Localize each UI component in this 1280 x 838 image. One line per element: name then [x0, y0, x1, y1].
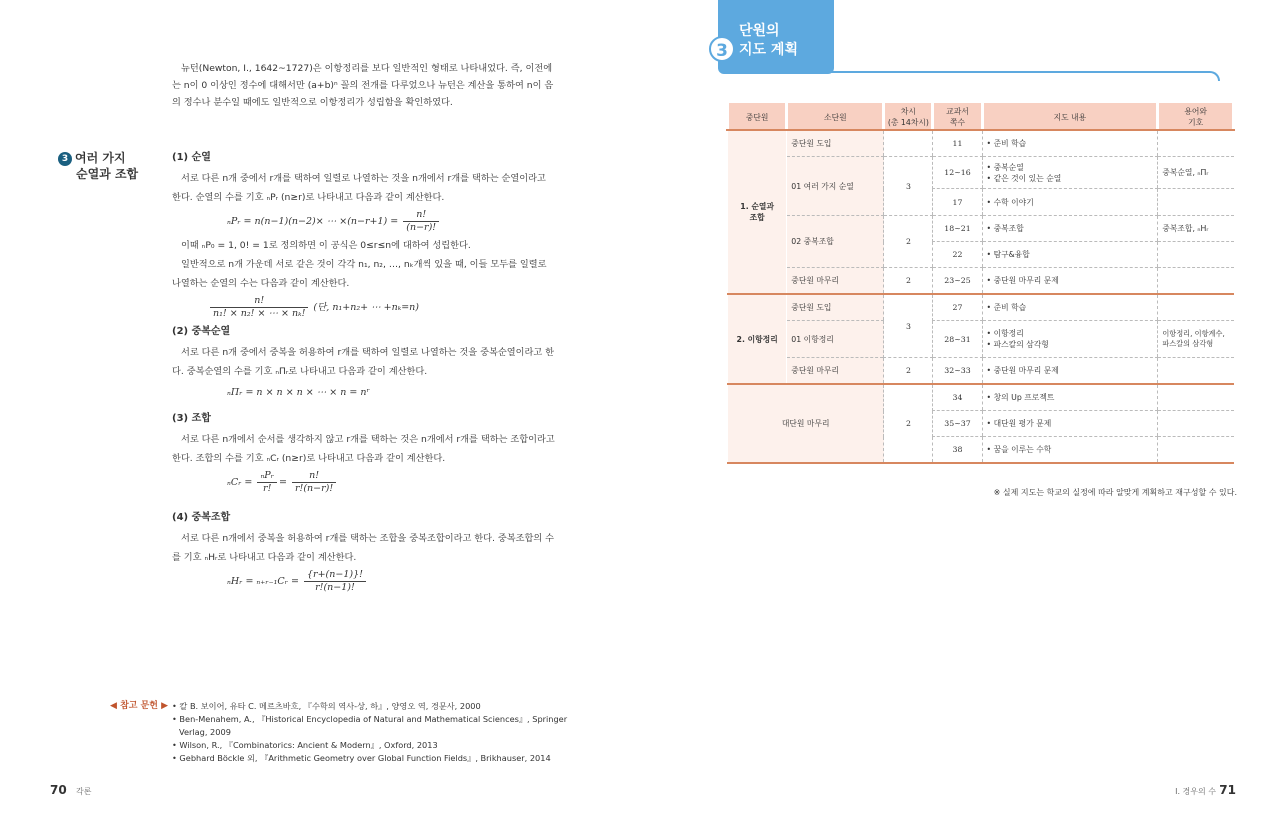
- table-row: 17 • 수학 이야기: [728, 189, 1234, 216]
- header-sub-unit: 소단원: [787, 103, 884, 131]
- combination-definition: 서로 다른 n개에서 순서를 생각하지 않고 r개를 택하는 것은 n개에서 r개를 택하는 조합이라고 한다. 조합의 수를 기호 ₙCᵣ (n≥r)로 나타내고 다음과 같이 계산한다.: [172, 434, 555, 464]
- teaching-plan-table: [726, 103, 1235, 464]
- header-mid-unit: 중단원: [728, 103, 787, 131]
- same-items-permutation-text: 일반적으로 n개 가운데 서로 같은 것이 각각 n₁, n₂, …, nₖ개씩 있을 때, 이들 모두를 일렬로 나열하는 순열의 수는 다음과 같이 계산한다.: [172, 259, 547, 289]
- reference-item: • Wilson, R., 『Combinatorics: Ancient & Modern』, Oxford, 2013: [172, 740, 438, 750]
- section-heading: [58, 150, 148, 182]
- fraction: $\frac{n!}{(n-r)!}$: [403, 209, 439, 234]
- fraction: $\frac{n!}{\text{n₁! × n₂! × ⋯ × nₖ!}}$: [210, 295, 308, 320]
- mid-unit-2: 2. 이항정리: [728, 294, 787, 384]
- table-row: 02 중복조합 2 18~21 • 중복조합 중복조합, ₙHᵣ: [728, 216, 1234, 242]
- subsection-title-permutation: (1) 순열: [172, 152, 211, 163]
- permutation-definition: 서로 다른 n개 중에서 r개를 택하여 일렬로 나열하는 것을 n개에서 r개를 택하는 순열이라고 한다. 순열의 수를 기호 ₙPᵣ (n≥r)로 나타내고 다음과 같이 계산한다.: [172, 173, 546, 203]
- header-terms: 용어와 기호: [1158, 103, 1234, 131]
- references-list: [110, 700, 570, 765]
- combination-block: [172, 409, 556, 497]
- table-note: ※ 실제 지도는 학교의 실정에 따라 알맞게 계획하고 재구성할 수 있다.: [993, 488, 1237, 497]
- table-row: 35~37 • 대단원 평가 문제: [728, 411, 1234, 437]
- repeated-combination-definition: 서로 다른 n개에서 중복을 허용하여 r개를 택하는 조합을 중복조합이라고 한다. 중복조합의 수를 기호 ₙHᵣ로 나타내고 다음과 같이 계산한다.: [172, 533, 555, 563]
- repeated-combination-block: [172, 508, 556, 596]
- reference-item: • 칼 B. 보이어, 유타 C. 메르츠바흐, 『수학의 역사-상, 하』, 양영오 역, 경문사, 2000: [172, 701, 481, 711]
- header-pages: 교과서 쪽수: [933, 103, 982, 131]
- table-header-row: [728, 103, 1234, 131]
- intro-paragraph: 뉴턴(Newton, I., 1642~1727)은 이항정리를 보다 일반적인 형태로 나타내었다. 즉, 이전에는 n이 0 이상인 정수에 대해서만 (a+b)ⁿ 꼴의 전개를 다루었으나 뉴턴은 계산을 통하여 n이 음의 정수나 분수일 때에도 일반적으로 이항정리가 성립함을 확인하였다.: [172, 63, 554, 108]
- section-title-line2: 순열과 조합: [76, 167, 139, 181]
- table-row: 중단원 마무리 2 23~25 • 중단원 마무리 문제: [728, 268, 1234, 295]
- same-items-formula: $\frac{n!}{\text{n₁! × n₂! × ⋯ × nₖ!}}$ (단, n₁+n₂+ ⋯ +nₖ=n): [172, 295, 556, 320]
- right-page: [640, 0, 1280, 838]
- table-row: 2. 이항정리 중단원 도입 3 27 • 준비 학습: [728, 294, 1234, 321]
- banner-title: 단원의 지도 계획: [739, 23, 798, 58]
- mid-unit-1: 1. 순열과 조합: [728, 131, 787, 294]
- permutation-note: 이때 ₙP₀ = 1, 0! = 1로 정의하면 이 공식은 0≤r≤n에 대하여 성립한다.: [181, 240, 471, 251]
- table-row: 1. 순열과 조합 중단원 도입 11 • 준비 학습: [728, 131, 1234, 157]
- section-banner: [718, 0, 834, 74]
- table-row: 01 이항정리 28~31 • 이항정리 • 파스칼의 삼각형 이항정리, 이항계수, 파스칼의 삼각형: [728, 321, 1234, 358]
- reference-item: • Ben-Menahem, A., 『Historical Encyclopedia of Natural and Mathematical Sciences』, Springer Verlag, 2009: [172, 714, 568, 737]
- combination-formula: ₙCᵣ = $\frac{\text{ₙPᵣ}}{r!}$ = $\frac{n!}{r!(n-r)!}$: [172, 470, 556, 495]
- repeated-combination-formula: ₙHᵣ = ₙ₊ᵣ₋₁Cᵣ = $\frac{\{r+(n-1)\}!}{r!(n-1)!}$: [172, 569, 556, 594]
- page-label-right: Ⅰ. 경우의 수: [1175, 787, 1216, 796]
- subsection-title-repeated-permutation: (2) 중복순열: [172, 326, 231, 337]
- permutation-formula: ₙPᵣ = n(n−1)(n−2)× ⋯ ×(n−r+1) = $\frac{n!}{(n-r)!}$: [172, 209, 556, 234]
- table-row: 대단원 마무리 2 34 • 창의 Up 프로젝트: [728, 384, 1234, 411]
- page-number-left: 70: [50, 783, 67, 797]
- subsection-title-repeated-combination: (4) 중복조합: [172, 512, 231, 523]
- table-row: 38 • 꿈을 이루는 수학: [728, 437, 1234, 464]
- repeated-permutation-definition: 서로 다른 n개 중에서 중복을 허용하여 r개를 택하여 일렬로 나열하는 것을 중복순열이라고 한다. 중복순열의 수를 기호 ₙΠᵣ로 나타내고 다음과 같이 계산한다.: [172, 347, 555, 377]
- repeated-permutation-block: [172, 322, 556, 404]
- table-row: 중단원 마무리 2 32~33 • 중단원 마무리 문제: [728, 358, 1234, 385]
- fraction: $\frac{n!}{r!(n-r)!}$: [292, 470, 336, 495]
- banner-underline: [760, 71, 1220, 81]
- reference-item: • Gebhard Böckle 외, 『Arithmetic Geometry over Global Function Fields』, Brikhauser, 2014: [172, 753, 551, 763]
- table-row: 01 여러 가지 순열 3 12~16 • 중복순열 • 같은 것이 있는 순열 중복순열, ₙΠᵣ: [728, 157, 1234, 189]
- fraction: $\frac{\text{ₙPᵣ}}{r!}$: [257, 470, 277, 495]
- subsection-title-combination: (3) 조합: [172, 413, 211, 424]
- section-title-line1: 여러 가지: [75, 151, 126, 165]
- page-number-right: 71: [1219, 783, 1236, 797]
- permutation-block: [172, 148, 556, 322]
- fraction: $\frac{\{r+(n-1)\}!}{r!(n-1)!}$: [304, 569, 366, 594]
- header-hours: 차시 (총 14차시): [884, 103, 933, 131]
- banner-number: 3: [709, 36, 735, 62]
- references: [110, 700, 570, 765]
- repeated-permutation-formula: ₙΠᵣ = n × n × n × ⋯ × n = nʳ: [227, 387, 370, 398]
- header-content: 지도 내용: [982, 103, 1158, 131]
- section-number-badge: 3: [58, 152, 72, 166]
- table-row: 22 • 탐구&융합: [728, 242, 1234, 268]
- big-unit-end: 대단원 마무리: [728, 384, 884, 463]
- page-label-left: 각론: [76, 787, 92, 796]
- table-header-divider: [726, 129, 1235, 131]
- references-label: ◀ 참고 문헌 ▶: [110, 701, 169, 711]
